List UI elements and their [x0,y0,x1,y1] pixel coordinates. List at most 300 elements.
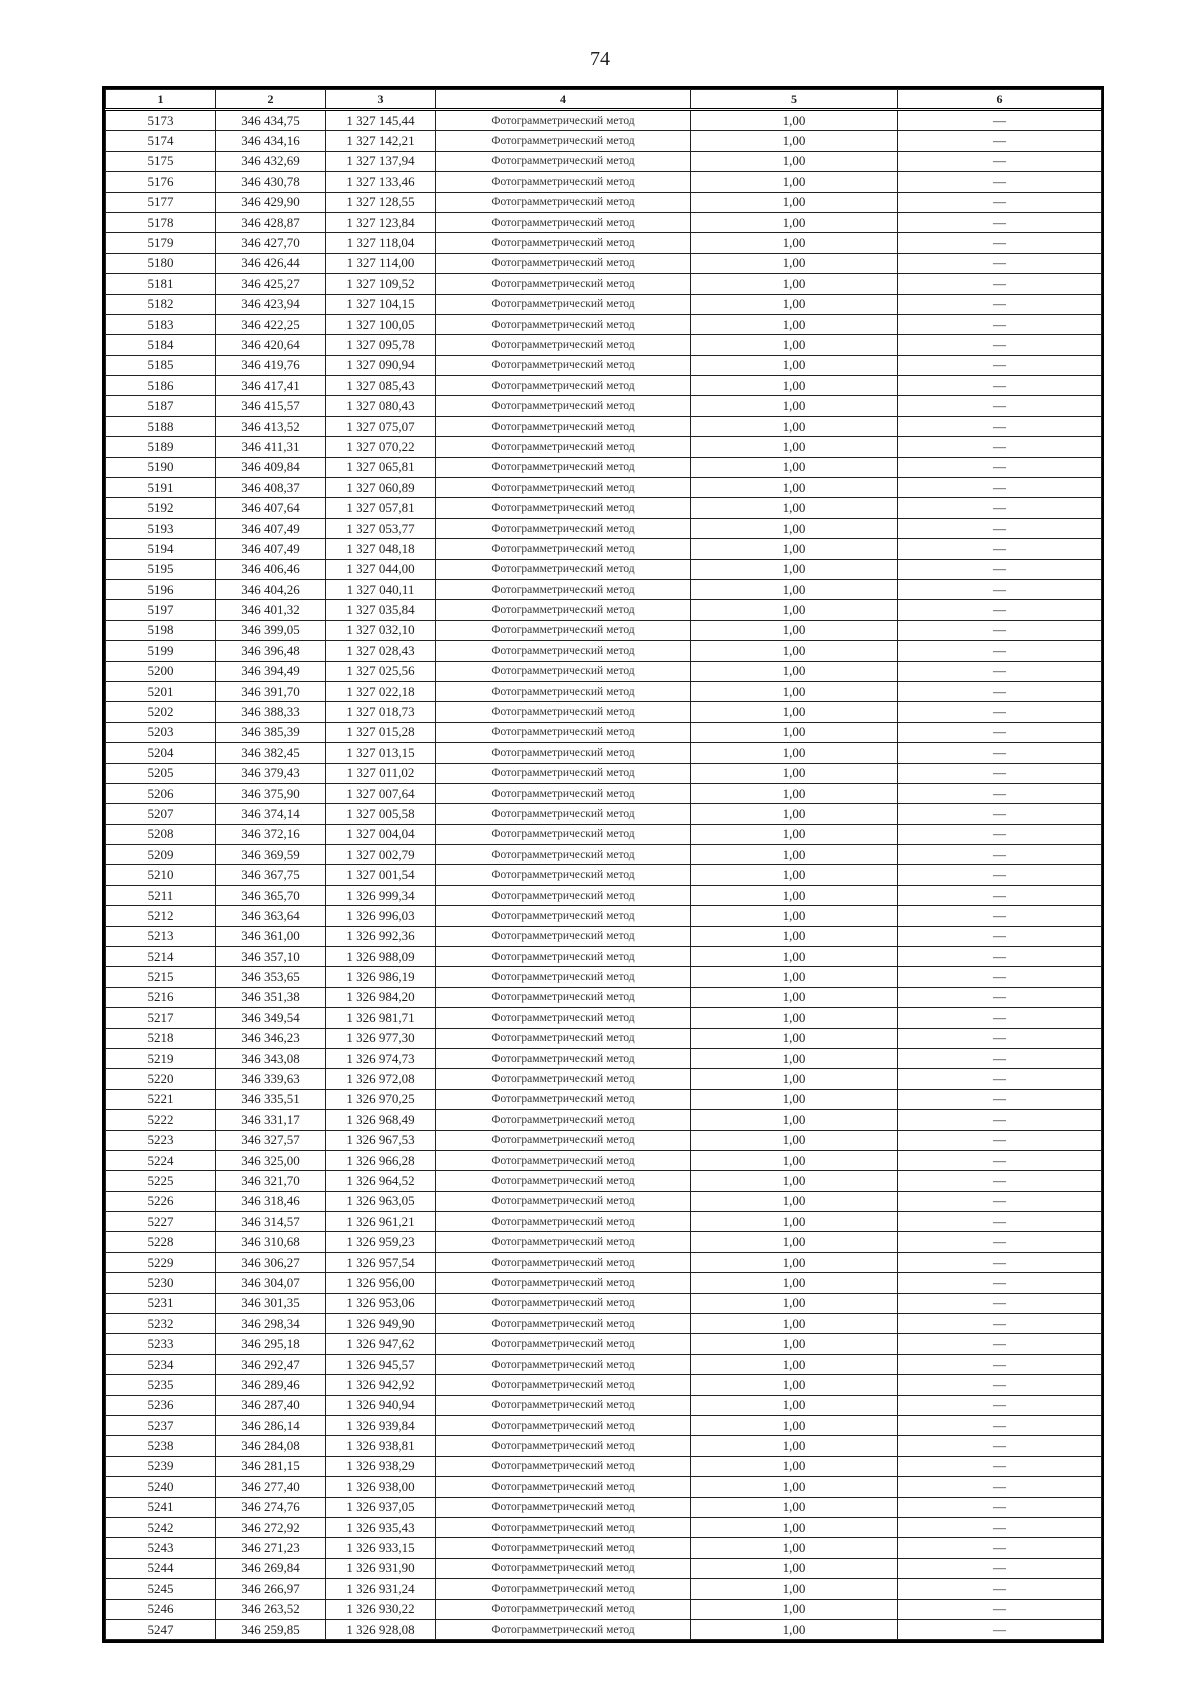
cell-method: Фотограмметрический метод [436,498,691,518]
cell-method: Фотограмметрический метод [436,437,691,457]
cell-coord-y: 1 327 142,21 [326,131,436,151]
cell-point-number: 5244 [106,1558,216,1578]
cell-note: — [898,1334,1102,1354]
table-row [106,845,1102,865]
cell-point-number: 5224 [106,1150,216,1170]
cell-method: Фотограмметрический метод [436,1416,691,1436]
cell-note: — [898,1619,1102,1639]
cell-note: — [898,1293,1102,1313]
cell-point-number: 5237 [106,1416,216,1436]
cell-method: Фотограмметрический метод [436,1273,691,1293]
cell-coord-x: 346 331,17 [216,1110,326,1130]
cell-note: — [898,192,1102,212]
cell-point-number: 5198 [106,620,216,640]
cell-coord-y: 1 326 984,20 [326,987,436,1007]
table-row [106,335,1102,355]
cell-accuracy: 1,00 [691,763,898,783]
header-row [106,90,1102,110]
cell-coord-x: 346 295,18 [216,1334,326,1354]
cell-method: Фотограмметрический метод [436,478,691,498]
cell-coord-x: 346 413,52 [216,416,326,436]
cell-point-number: 5220 [106,1069,216,1089]
cell-note: — [898,1558,1102,1578]
table-row [106,1150,1102,1170]
cell-method: Фотограмметрический метод [436,661,691,681]
table-row [106,885,1102,905]
cell-coord-x: 346 310,68 [216,1232,326,1252]
cell-coord-x: 346 408,37 [216,478,326,498]
cell-coord-x: 346 289,46 [216,1375,326,1395]
cell-coord-x: 346 374,14 [216,804,326,824]
cell-method: Фотограмметрический метод [436,1558,691,1578]
table-row [106,987,1102,1007]
cell-note: — [898,1395,1102,1415]
cell-coord-y: 1 327 013,15 [326,743,436,763]
cell-method: Фотограмметрический метод [436,172,691,192]
cell-coord-y: 1 326 945,57 [326,1354,436,1374]
cell-method: Фотограмметрический метод [436,702,691,722]
cell-point-number: 5216 [106,987,216,1007]
cell-method: Фотограмметрический метод [436,1048,691,1068]
cell-coord-y: 1 326 956,00 [326,1273,436,1293]
cell-method: Фотограмметрический метод [436,212,691,232]
cell-accuracy: 1,00 [691,376,898,396]
cell-method: Фотограмметрический метод [436,926,691,946]
table-row [106,1273,1102,1293]
cell-coord-x: 346 281,15 [216,1456,326,1476]
cell-coord-y: 1 327 007,64 [326,783,436,803]
cell-point-number: 5192 [106,498,216,518]
cell-accuracy: 1,00 [691,1416,898,1436]
table-row [106,172,1102,192]
cell-point-number: 5207 [106,804,216,824]
table-row [106,1232,1102,1252]
cell-point-number: 5241 [106,1497,216,1517]
table-row [106,1089,1102,1109]
cell-coord-x: 346 259,85 [216,1619,326,1639]
coordinates-table-wrapper [102,86,1104,1643]
cell-method: Фотограмметрический метод [436,1619,691,1639]
cell-coord-x: 346 314,57 [216,1212,326,1232]
cell-method: Фотограмметрический метод [436,396,691,416]
cell-coord-y: 1 327 118,04 [326,233,436,253]
cell-note: — [898,335,1102,355]
cell-method: Фотограмметрический метод [436,906,691,926]
cell-note: — [898,763,1102,783]
cell-note: — [898,641,1102,661]
cell-coord-x: 346 351,38 [216,987,326,1007]
cell-coord-y: 1 327 001,54 [326,865,436,885]
table-row [106,518,1102,538]
cell-coord-y: 1 326 986,19 [326,967,436,987]
cell-point-number: 5190 [106,457,216,477]
coordinates-table [105,89,1102,1640]
cell-accuracy: 1,00 [691,1395,898,1415]
cell-accuracy: 1,00 [691,1273,898,1293]
cell-point-number: 5205 [106,763,216,783]
table-row [106,376,1102,396]
cell-note: — [898,1089,1102,1109]
table-row [106,1191,1102,1211]
cell-point-number: 5247 [106,1619,216,1639]
cell-accuracy: 1,00 [691,1293,898,1313]
cell-method: Фотограмметрический метод [436,376,691,396]
cell-accuracy: 1,00 [691,1191,898,1211]
cell-coord-y: 1 326 939,84 [326,1416,436,1436]
cell-note: — [898,1416,1102,1436]
table-row [106,1538,1102,1558]
cell-method: Фотограмметрический метод [436,1477,691,1497]
cell-coord-y: 1 326 928,08 [326,1619,436,1639]
cell-method: Фотограмметрический метод [436,947,691,967]
cell-note: — [898,967,1102,987]
cell-point-number: 5175 [106,151,216,171]
cell-accuracy: 1,00 [691,1558,898,1578]
cell-note: — [898,1517,1102,1537]
cell-accuracy: 1,00 [691,1150,898,1170]
cell-accuracy: 1,00 [691,906,898,926]
cell-note: — [898,314,1102,334]
cell-note: — [898,1110,1102,1130]
cell-coord-x: 346 372,16 [216,824,326,844]
cell-point-number: 5212 [106,906,216,926]
cell-method: Фотограмметрический метод [436,233,691,253]
cell-point-number: 5246 [106,1599,216,1619]
cell-coord-y: 1 327 022,18 [326,681,436,701]
cell-coord-y: 1 326 933,15 [326,1538,436,1558]
cell-point-number: 5218 [106,1028,216,1048]
cell-accuracy: 1,00 [691,722,898,742]
cell-coord-y: 1 326 974,73 [326,1048,436,1068]
cell-accuracy: 1,00 [691,294,898,314]
cell-note: — [898,1171,1102,1191]
cell-note: — [898,1252,1102,1272]
cell-accuracy: 1,00 [691,1334,898,1354]
cell-coord-x: 346 388,33 [216,702,326,722]
cell-coord-x: 346 396,48 [216,641,326,661]
cell-coord-x: 346 272,92 [216,1517,326,1537]
cell-coord-y: 1 327 060,89 [326,478,436,498]
cell-method: Фотограмметрический метод [436,131,691,151]
table-body [106,110,1102,1640]
cell-coord-x: 346 325,00 [216,1150,326,1170]
cell-method: Фотограмметрический метод [436,824,691,844]
cell-point-number: 5240 [106,1477,216,1497]
cell-coord-y: 1 327 075,07 [326,416,436,436]
cell-coord-x: 346 271,23 [216,1538,326,1558]
table-row [106,396,1102,416]
cell-accuracy: 1,00 [691,1232,898,1252]
table-row [106,1395,1102,1415]
cell-coord-x: 346 429,90 [216,192,326,212]
cell-method: Фотограмметрический метод [436,1130,691,1150]
cell-point-number: 5211 [106,885,216,905]
cell-note: — [898,1069,1102,1089]
cell-method: Фотограмметрический метод [436,294,691,314]
cell-coord-y: 1 326 988,09 [326,947,436,967]
table-row [106,1375,1102,1395]
cell-accuracy: 1,00 [691,681,898,701]
cell-method: Фотограмметрический метод [436,845,691,865]
cell-note: — [898,1579,1102,1599]
cell-point-number: 5203 [106,722,216,742]
cell-coord-y: 1 326 966,28 [326,1150,436,1170]
cell-method: Фотограмметрический метод [436,457,691,477]
cell-accuracy: 1,00 [691,1314,898,1334]
cell-coord-x: 346 274,76 [216,1497,326,1517]
cell-note: — [898,1456,1102,1476]
cell-accuracy: 1,00 [691,1069,898,1089]
cell-accuracy: 1,00 [691,1354,898,1374]
cell-method: Фотограмметрический метод [436,987,691,1007]
cell-coord-y: 1 327 065,81 [326,457,436,477]
cell-accuracy: 1,00 [691,804,898,824]
cell-accuracy: 1,00 [691,947,898,967]
cell-coord-x: 346 379,43 [216,763,326,783]
header-col-2: 2 [216,90,326,110]
cell-note: — [898,804,1102,824]
cell-coord-x: 346 321,70 [216,1171,326,1191]
cell-method: Фотограмметрический метод [436,1171,691,1191]
cell-point-number: 5204 [106,743,216,763]
cell-method: Фотограмметрический метод [436,1334,691,1354]
table-row [106,294,1102,314]
table-row [106,437,1102,457]
cell-coord-x: 346 399,05 [216,620,326,640]
table-row [106,967,1102,987]
table-row [106,743,1102,763]
table-row [106,1171,1102,1191]
cell-coord-y: 1 326 959,23 [326,1232,436,1252]
cell-coord-y: 1 326 968,49 [326,1110,436,1130]
header-col-5: 5 [691,90,898,110]
cell-coord-x: 346 407,49 [216,539,326,559]
cell-note: — [898,212,1102,232]
cell-point-number: 5173 [106,110,216,131]
cell-point-number: 5226 [106,1191,216,1211]
cell-note: — [898,579,1102,599]
table-row [106,1334,1102,1354]
cell-note: — [898,355,1102,375]
cell-coord-x: 346 426,44 [216,253,326,273]
cell-point-number: 5197 [106,600,216,620]
cell-coord-x: 346 428,87 [216,212,326,232]
cell-coord-y: 1 326 947,62 [326,1334,436,1354]
cell-point-number: 5189 [106,437,216,457]
cell-accuracy: 1,00 [691,212,898,232]
cell-accuracy: 1,00 [691,1048,898,1068]
cell-coord-x: 346 277,40 [216,1477,326,1497]
cell-method: Фотограмметрический метод [436,416,691,436]
cell-note: — [898,498,1102,518]
table-row [106,1252,1102,1272]
cell-accuracy: 1,00 [691,620,898,640]
cell-point-number: 5227 [106,1212,216,1232]
cell-note: — [898,1375,1102,1395]
cell-accuracy: 1,00 [691,641,898,661]
cell-coord-x: 346 411,31 [216,437,326,457]
cell-point-number: 5225 [106,1171,216,1191]
cell-coord-y: 1 327 095,78 [326,335,436,355]
cell-coord-x: 346 420,64 [216,335,326,355]
cell-method: Фотограмметрический метод [436,1069,691,1089]
table-row [106,314,1102,334]
cell-accuracy: 1,00 [691,314,898,334]
cell-coord-x: 346 363,64 [216,906,326,926]
table-row [106,906,1102,926]
cell-coord-x: 346 304,07 [216,1273,326,1293]
cell-method: Фотограмметрический метод [436,783,691,803]
cell-accuracy: 1,00 [691,1008,898,1028]
header-col-3: 3 [326,90,436,110]
cell-method: Фотограмметрический метод [436,1314,691,1334]
table-row [106,722,1102,742]
table-row [106,1436,1102,1456]
cell-coord-y: 1 326 972,08 [326,1069,436,1089]
cell-point-number: 5187 [106,396,216,416]
cell-coord-y: 1 326 967,53 [326,1130,436,1150]
cell-note: — [898,1028,1102,1048]
cell-point-number: 5219 [106,1048,216,1068]
cell-note: — [898,1354,1102,1374]
cell-point-number: 5196 [106,579,216,599]
cell-point-number: 5188 [106,416,216,436]
cell-point-number: 5242 [106,1517,216,1537]
table-row [106,641,1102,661]
cell-coord-x: 346 432,69 [216,151,326,171]
cell-method: Фотограмметрический метод [436,1212,691,1232]
cell-accuracy: 1,00 [691,396,898,416]
cell-point-number: 5214 [106,947,216,967]
cell-coord-y: 1 327 005,58 [326,804,436,824]
cell-method: Фотограмметрический метод [436,865,691,885]
cell-method: Фотограмметрический метод [436,641,691,661]
cell-point-number: 5199 [106,641,216,661]
cell-accuracy: 1,00 [691,1579,898,1599]
cell-method: Фотограмметрический метод [436,1110,691,1130]
table-row [106,253,1102,273]
table-row [106,1354,1102,1374]
cell-note: — [898,233,1102,253]
cell-coord-y: 1 327 053,77 [326,518,436,538]
table-row [106,1130,1102,1150]
cell-coord-y: 1 327 004,04 [326,824,436,844]
cell-method: Фотограмметрический метод [436,1375,691,1395]
cell-accuracy: 1,00 [691,559,898,579]
table-header [106,90,1102,110]
cell-coord-x: 346 292,47 [216,1354,326,1374]
cell-point-number: 5209 [106,845,216,865]
cell-accuracy: 1,00 [691,967,898,987]
cell-point-number: 5233 [106,1334,216,1354]
cell-method: Фотограмметрический метод [436,559,691,579]
cell-method: Фотограмметрический метод [436,151,691,171]
cell-point-number: 5213 [106,926,216,946]
cell-note: — [898,172,1102,192]
cell-point-number: 5180 [106,253,216,273]
cell-coord-x: 346 401,32 [216,600,326,620]
table-row [106,1048,1102,1068]
cell-note: — [898,539,1102,559]
cell-coord-y: 1 326 981,71 [326,1008,436,1028]
cell-note: — [898,681,1102,701]
cell-coord-x: 346 298,34 [216,1314,326,1334]
cell-coord-y: 1 327 028,43 [326,641,436,661]
cell-accuracy: 1,00 [691,1110,898,1130]
cell-note: — [898,416,1102,436]
cell-coord-x: 346 287,40 [216,1395,326,1415]
cell-point-number: 5222 [106,1110,216,1130]
cell-coord-x: 346 357,10 [216,947,326,967]
cell-coord-y: 1 326 992,36 [326,926,436,946]
cell-coord-x: 346 434,75 [216,110,326,131]
cell-note: — [898,885,1102,905]
cell-note: — [898,110,1102,131]
cell-point-number: 5174 [106,131,216,151]
cell-method: Фотограмметрический метод [436,1599,691,1619]
cell-coord-y: 1 327 100,05 [326,314,436,334]
cell-accuracy: 1,00 [691,865,898,885]
cell-coord-x: 346 339,63 [216,1069,326,1089]
cell-note: — [898,987,1102,1007]
cell-point-number: 5208 [106,824,216,844]
cell-method: Фотограмметрический метод [436,1497,691,1517]
cell-accuracy: 1,00 [691,885,898,905]
table-row [106,539,1102,559]
cell-note: — [898,1314,1102,1334]
table-row [106,559,1102,579]
cell-coord-y: 1 327 032,10 [326,620,436,640]
table-row [106,1110,1102,1130]
cell-method: Фотограмметрический метод [436,1538,691,1558]
cell-point-number: 5179 [106,233,216,253]
table-row [106,416,1102,436]
table-row [106,1456,1102,1476]
cell-coord-y: 1 327 128,55 [326,192,436,212]
table-row [106,1212,1102,1232]
cell-coord-x: 346 415,57 [216,396,326,416]
cell-accuracy: 1,00 [691,1477,898,1497]
cell-method: Фотограмметрический метод [436,274,691,294]
page-number: 74 [590,48,610,70]
cell-accuracy: 1,00 [691,478,898,498]
cell-coord-y: 1 326 935,43 [326,1517,436,1537]
cell-coord-y: 1 327 070,22 [326,437,436,457]
header-col-1: 1 [106,90,216,110]
cell-note: — [898,865,1102,885]
cell-point-number: 5245 [106,1579,216,1599]
table-row [106,783,1102,803]
cell-coord-y: 1 327 025,56 [326,661,436,681]
cell-method: Фотограмметрический метод [436,722,691,742]
cell-coord-x: 346 427,70 [216,233,326,253]
cell-method: Фотограмметрический метод [436,885,691,905]
cell-accuracy: 1,00 [691,1375,898,1395]
cell-method: Фотограмметрический метод [436,1395,691,1415]
cell-coord-y: 1 326 977,30 [326,1028,436,1048]
cell-coord-y: 1 326 940,94 [326,1395,436,1415]
cell-note: — [898,906,1102,926]
cell-point-number: 5186 [106,376,216,396]
table-row [106,1579,1102,1599]
cell-coord-y: 1 327 080,43 [326,396,436,416]
cell-point-number: 5243 [106,1538,216,1558]
cell-coord-y: 1 326 931,24 [326,1579,436,1599]
cell-coord-x: 346 369,59 [216,845,326,865]
cell-note: — [898,926,1102,946]
cell-coord-x: 346 306,27 [216,1252,326,1272]
table-row [106,457,1102,477]
